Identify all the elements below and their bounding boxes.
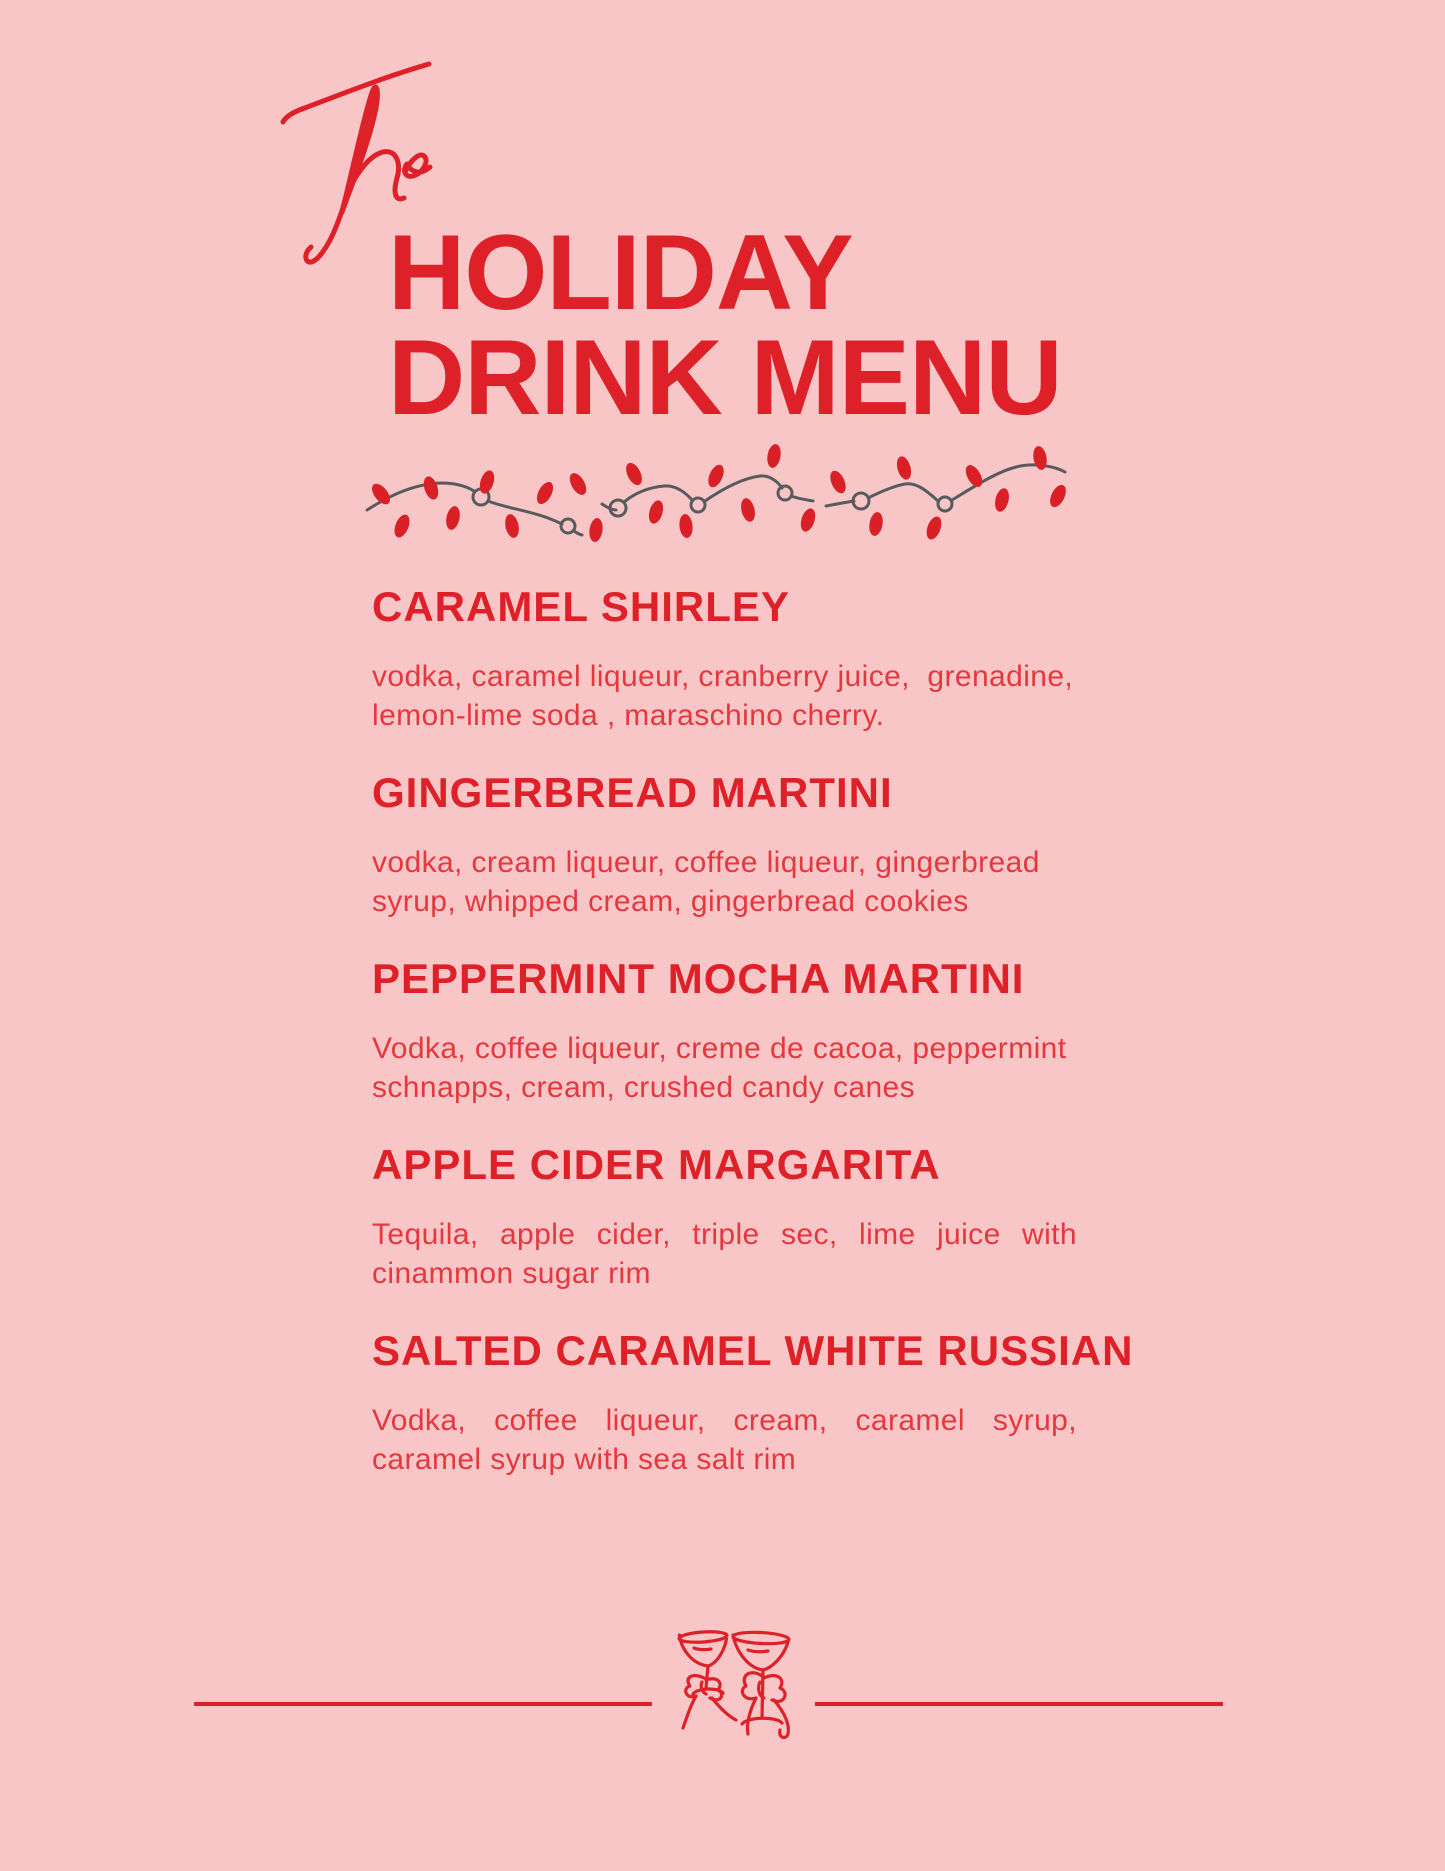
drink-ingredients [372,843,1077,921]
ingredients-line: Vodka, coffee liqueur, creme de cacoa, peppermint [372,1032,1067,1065]
drink-name: APPLE CIDER MARGARITA [372,1141,941,1188]
drink-ingredients [372,657,1077,735]
drink-item [372,769,1077,921]
bottom-rule-left [194,1702,652,1706]
drink-name: SALTED CARAMEL WHITE RUSSIAN [372,1327,1134,1374]
ingredients-line: vodka, cream liqueur, coffee liqueur, gingerbread [372,846,1040,879]
drink-list [372,583,1134,1513]
page-title [388,212,1062,437]
drink-name: PEPPERMINT MOCHA MARTINI [372,955,1025,1002]
page-title-line1: HOLIDAY [388,212,853,332]
page-title-line2: DRINK MENU [388,317,1062,437]
ingredients-line: schnapps, cream, crushed candy canes [372,1071,916,1104]
ingredients-line: lemon-lime soda , maraschino cherry. [372,699,885,732]
cocktail-glasses-icon [662,1626,818,1760]
drink-item [372,583,1077,735]
drink-ingredients [372,1029,1077,1107]
drink-item [372,1327,1134,1479]
bottom-rule-right [815,1702,1223,1706]
drink-item [372,955,1077,1107]
drink-name: CARAMEL SHIRLEY [372,583,790,630]
drink-ingredients: Tequila, apple cider, triple sec, lime juice with cinammon sugar rim [372,1218,1077,1290]
drink-ingredients: Vodka, coffee liqueur, cream, caramel syrup, caramel syrup with sea salt rim [372,1404,1077,1476]
ingredients-line: syrup, whipped cream, gingerbread cookies [372,885,969,918]
drink-name: GINGERBREAD MARTINI [372,769,893,816]
ingredients-line: vodka, caramel liqueur, cranberry juice, grenadine, [372,660,1074,693]
string-lights-icon [356,438,1074,542]
drink-item [372,1141,1077,1293]
